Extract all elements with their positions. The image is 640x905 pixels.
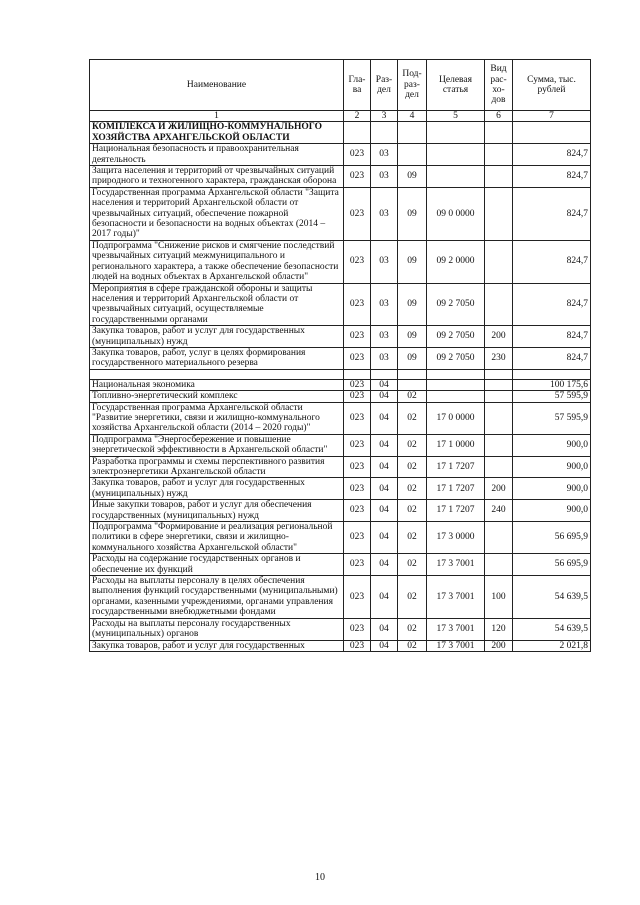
budget-table (89, 59, 591, 652)
row-target (427, 391, 485, 402)
column-number: 4 (398, 111, 427, 122)
row-sum: 100 175,6 (513, 379, 591, 390)
row-subsection: 02 (398, 640, 427, 651)
row-subsection: 02 (398, 554, 427, 576)
row-target: 09 2 7050 (427, 347, 485, 369)
table-row (90, 166, 591, 188)
column-number: 5 (427, 111, 485, 122)
row-chapter: 023 (344, 187, 371, 240)
table-row (90, 379, 591, 390)
row-expense-type (485, 402, 513, 434)
row-name: Мероприятия в сфере гражданской обороны и защиты населения и территорий Архангельской области от чрезвычайных ситуаций, осуществляемые государственными органами (90, 283, 344, 326)
table-row (90, 576, 591, 619)
row-name: Расходы на содержание государственных органов и обеспечение их функций (90, 554, 344, 576)
row-name: Расходы на выплаты персоналу государственных (муниципальных) органов (90, 618, 344, 640)
row-subsection: 09 (398, 283, 427, 326)
table-row (90, 187, 591, 240)
row-subsection: 02 (398, 456, 427, 478)
row-section: 04 (371, 478, 398, 500)
row-section: 04 (371, 456, 398, 478)
section-title: КОМПЛЕКСА И ЖИЛИЩНО-КОММУНАЛЬНОГО ХОЗЯЙСТВА АРХАНГЕЛЬСКОЙ ОБЛАСТИ (90, 122, 344, 144)
row-target (427, 379, 485, 390)
table-row (90, 402, 591, 434)
row-subsection: 02 (398, 500, 427, 522)
header-name: Наименование (90, 60, 344, 111)
row-section: 03 (371, 240, 398, 283)
header-subsection: Под-раз-дел (398, 60, 427, 111)
row-sum: 824,7 (513, 347, 591, 369)
row-name: Национальная экономика (90, 379, 344, 390)
row-name (90, 369, 344, 379)
row-chapter: 023 (344, 166, 371, 188)
row-sum: 824,7 (513, 166, 591, 188)
row-name: Закупка товаров, работ и услуг для государственных (муниципальных) нужд (90, 478, 344, 500)
table-row (90, 640, 591, 651)
row-name: Государственная программа Архангельской области "Развитие энергетики, связи и жилищно-коммунального хозяйства Архангельской области (2014 – 2020 годы)" (90, 402, 344, 434)
row-subsection: 09 (398, 187, 427, 240)
row-subsection: 09 (398, 326, 427, 348)
row-chapter: 023 (344, 144, 371, 166)
row-sum: 824,7 (513, 144, 591, 166)
row-section: 04 (371, 576, 398, 619)
row-chapter: 023 (344, 576, 371, 619)
row-section: 03 (371, 283, 398, 326)
row-expense-type (485, 554, 513, 576)
column-number: 7 (513, 111, 591, 122)
row-section: 03 (371, 187, 398, 240)
row-chapter: 023 (344, 391, 371, 402)
row-expense-type (485, 187, 513, 240)
row-chapter: 023 (344, 326, 371, 348)
row-subsection: 02 (398, 434, 427, 456)
row-section: 04 (371, 379, 398, 390)
table-row (90, 283, 591, 326)
row-expense-type: 100 (485, 576, 513, 619)
row-chapter: 023 (344, 347, 371, 369)
column-number: 6 (485, 111, 513, 122)
row-sum: 54 639,5 (513, 618, 591, 640)
row-target: 09 2 7050 (427, 283, 485, 326)
row-target: 17 3 7001 (427, 576, 485, 619)
row-expense-type (485, 434, 513, 456)
row-chapter: 023 (344, 402, 371, 434)
column-number: 3 (371, 111, 398, 122)
table-row (90, 522, 591, 554)
row-subsection: 02 (398, 522, 427, 554)
row-sum: 56 695,9 (513, 554, 591, 576)
row-expense-type (485, 369, 513, 379)
row-subsection: 09 (398, 347, 427, 369)
table-row (90, 347, 591, 369)
row-section: 04 (371, 402, 398, 434)
row-name: Расходы на выплаты персоналу в целях обеспечения выполнения функций государственными (муниципальными) органами, казенными учреждениями, органами управления государственными внебюджетными фондами (90, 576, 344, 619)
row-expense-type (485, 391, 513, 402)
row-section (371, 369, 398, 379)
row-target: 17 1 7207 (427, 478, 485, 500)
row-name: Иные закупки товаров, работ и услуг для обеспечения государственных (муниципальных) нужд (90, 500, 344, 522)
row-expense-type: 240 (485, 500, 513, 522)
row-sum: 824,7 (513, 187, 591, 240)
row-subsection: 02 (398, 402, 427, 434)
row-section: 03 (371, 326, 398, 348)
header-sum: Сумма, тыс. рублей (513, 60, 591, 111)
row-name: Подпрограмма "Энергосбережение и повышение энергетической эффективности в Архангельской области" (90, 434, 344, 456)
row-name: Национальная безопасность и правоохранительная деятельность (90, 144, 344, 166)
row-expense-type: 230 (485, 347, 513, 369)
row-expense-type (485, 240, 513, 283)
row-chapter: 023 (344, 240, 371, 283)
header-row (90, 60, 591, 111)
row-section: 04 (371, 554, 398, 576)
row-chapter: 023 (344, 478, 371, 500)
row-name: Разработка программы и схемы перспективного развития электроэнергетики Архангельской области (90, 456, 344, 478)
table-row (90, 456, 591, 478)
row-target: 09 2 7050 (427, 326, 485, 348)
row-sum: 2 021,8 (513, 640, 591, 651)
table-row (90, 554, 591, 576)
section-title-row (90, 122, 591, 144)
row-target: 17 3 7001 (427, 554, 485, 576)
row-expense-type: 120 (485, 618, 513, 640)
row-subsection: 09 (398, 240, 427, 283)
row-expense-type (485, 166, 513, 188)
row-target: 17 1 7207 (427, 456, 485, 478)
row-section: 04 (371, 522, 398, 554)
row-sum: 900,0 (513, 434, 591, 456)
row-section: 04 (371, 434, 398, 456)
row-sum (513, 369, 591, 379)
row-sum: 900,0 (513, 500, 591, 522)
table-row (90, 500, 591, 522)
header-target: Целевая статья (427, 60, 485, 111)
row-chapter: 023 (344, 640, 371, 651)
row-name: Закупка товаров, работ, услуг в целях формирования государственного материального резерва (90, 347, 344, 369)
table-row (90, 478, 591, 500)
row-chapter: 023 (344, 554, 371, 576)
row-subsection (398, 369, 427, 379)
row-target: 17 0 0000 (427, 402, 485, 434)
header-expense-type: Вид рас-хо-дов (485, 60, 513, 111)
row-target: 17 1 0000 (427, 434, 485, 456)
row-chapter: 023 (344, 379, 371, 390)
row-name: Топливно-энергетический комплекс (90, 391, 344, 402)
row-expense-type: 200 (485, 326, 513, 348)
row-target: 09 2 0000 (427, 240, 485, 283)
row-subsection: 09 (398, 166, 427, 188)
row-sum: 57 595,9 (513, 402, 591, 434)
row-expense-type (485, 456, 513, 478)
row-target: 17 3 0000 (427, 522, 485, 554)
row-name: Закупка товаров, работ и услуг для государственных (муниципальных) нужд (90, 326, 344, 348)
table-row (90, 326, 591, 348)
row-target: 09 0 0000 (427, 187, 485, 240)
row-expense-type (485, 522, 513, 554)
row-sum: 900,0 (513, 456, 591, 478)
table-row (90, 391, 591, 402)
row-chapter: 023 (344, 500, 371, 522)
row-chapter: 023 (344, 522, 371, 554)
row-name: Подпрограмма "Формирование и реализация региональной политики в сфере энергетики, связи и жилищно-коммунального хозяйства Архангельской области" (90, 522, 344, 554)
row-section: 04 (371, 640, 398, 651)
row-expense-type: 200 (485, 478, 513, 500)
row-chapter (344, 369, 371, 379)
table-body (90, 122, 591, 652)
row-section: 04 (371, 500, 398, 522)
row-name: Закупка товаров, работ и услуг для государственных (90, 640, 344, 651)
row-subsection: 02 (398, 576, 427, 619)
row-sum: 56 695,9 (513, 522, 591, 554)
row-section: 04 (371, 391, 398, 402)
row-chapter: 023 (344, 618, 371, 640)
table-row (90, 240, 591, 283)
row-name: Государственная программа Архангельской области "Защита населения и территорий Архангельской области от чрезвычайных ситуаций, обеспечение пожарной безопасности и безопасности на водных объектах (2014 – 2017 годы)" (90, 187, 344, 240)
row-subsection: 02 (398, 478, 427, 500)
row-expense-type: 200 (485, 640, 513, 651)
row-sum: 54 639,5 (513, 576, 591, 619)
row-subsection: 02 (398, 391, 427, 402)
table-row (90, 618, 591, 640)
row-subsection: 02 (398, 618, 427, 640)
row-target (427, 369, 485, 379)
row-target (427, 144, 485, 166)
row-sum: 824,7 (513, 326, 591, 348)
row-section: 03 (371, 144, 398, 166)
row-section: 03 (371, 166, 398, 188)
page-number: 10 (315, 872, 325, 883)
empty-row (90, 369, 591, 379)
row-chapter: 023 (344, 456, 371, 478)
row-section: 03 (371, 347, 398, 369)
header-chapter: Гла-ва (344, 60, 371, 111)
row-subsection (398, 144, 427, 166)
header-section: Раз-дел (371, 60, 398, 111)
row-sum: 57 595,9 (513, 391, 591, 402)
table-row (90, 144, 591, 166)
row-subsection (398, 379, 427, 390)
column-number: 2 (344, 111, 371, 122)
row-chapter: 023 (344, 283, 371, 326)
table-row (90, 434, 591, 456)
column-number: 1 (90, 111, 344, 122)
row-sum: 900,0 (513, 478, 591, 500)
row-chapter: 023 (344, 434, 371, 456)
row-section: 04 (371, 618, 398, 640)
row-expense-type (485, 144, 513, 166)
row-target: 17 1 7207 (427, 500, 485, 522)
row-sum: 824,7 (513, 240, 591, 283)
row-expense-type (485, 379, 513, 390)
column-number-row (90, 111, 591, 122)
row-target: 17 3 7001 (427, 640, 485, 651)
row-target (427, 166, 485, 188)
row-expense-type (485, 283, 513, 326)
row-name: Защита населения и территорий от чрезвычайных ситуаций природного и техногенного характера, гражданская оборона (90, 166, 344, 188)
row-sum: 824,7 (513, 283, 591, 326)
row-name: Подпрограмма "Снижение рисков и смягчение последствий чрезвычайных ситуаций межмуниципального и регионального характера, а также обеспечение безопасности людей на водных объектах в Архангельской области" (90, 240, 344, 283)
row-target: 17 3 7001 (427, 618, 485, 640)
